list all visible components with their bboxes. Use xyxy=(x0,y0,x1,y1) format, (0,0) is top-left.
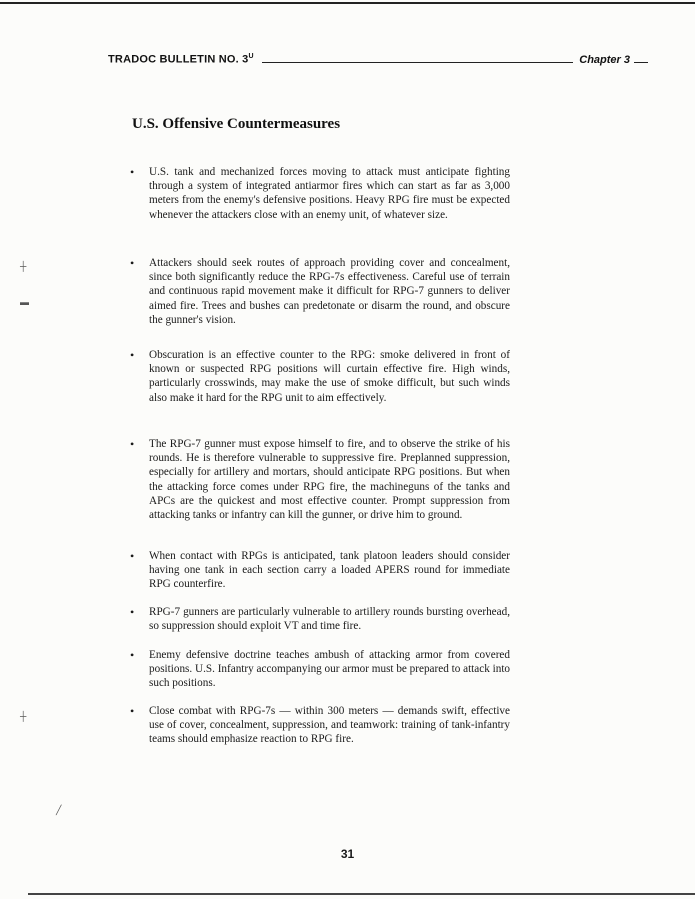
header-rule-tail xyxy=(634,62,648,63)
header-rule xyxy=(262,62,574,63)
bullet-text: RPG-7 gunners are particularly vulnerable to artillery rounds bursting overhead, so suppression should exploit VT and time fire. xyxy=(149,606,510,633)
bottom-rule xyxy=(28,893,695,895)
bulletin-title: TRADOC BULLETIN NO. $3^U$ xyxy=(108,53,254,66)
bullet-item xyxy=(130,256,510,327)
page-number: 31 xyxy=(340,847,355,861)
bullet-text: Attackers should seek routes of approach providing cover and concealment, since both significantly reduce the RPG-7s effectiveness. Careful use of terrain and continuous rapid movement make it difficult for RPG-7 gunners to deliver aimed fire. Trees and bushes can predetonate or disarm the round, and obscure the gunner's vision. xyxy=(149,257,510,326)
chapter-label: Chapter 3 xyxy=(579,54,630,66)
bullet-text: When contact with RPGs is anticipated, tank platoon leaders should consider having one tank in each section carry a loaded APERS round for immediate RPG counterfire. xyxy=(149,550,510,591)
bullet-dot: • xyxy=(130,348,135,362)
scan-mark: ┼ xyxy=(20,711,27,721)
bullet-dot: • xyxy=(130,605,135,619)
scan-mark: ┼ xyxy=(20,261,27,271)
bullet-item xyxy=(130,605,510,633)
scan-mark: ╱ xyxy=(56,805,62,815)
bullet-dot: • xyxy=(130,256,135,270)
bullet-text: U.S. tank and mechanized forces moving to attack must anticipate fighting through a system of integrated antiarmor fires which can start as far as 3,000 meters from the enemy's defensive positions. Heavy RPG fire must be expected whenever the attackers close with an enemy unit, of whatever size. xyxy=(149,166,510,221)
scan-mark: ▬ xyxy=(20,297,29,307)
bulletin-title-superscript: U xyxy=(248,53,254,61)
bullet-dot: • xyxy=(130,704,135,718)
bullet-item xyxy=(130,437,510,522)
running-header xyxy=(108,48,648,66)
bullet-item xyxy=(130,648,510,691)
bullet-item xyxy=(130,549,510,592)
bullet-dot: • xyxy=(130,549,135,563)
bullet-text: The RPG-7 gunner must expose himself to fire, and to observe the strike of his rounds. He is therefore vulnerable to suppressive fire. Preplanned suppression, especially for artillery and mortars, should anticipate RPG positions. But when the attacking force comes under RPG fire, the machineguns of the tanks and APCs are the quickest and most effective counter. Prompt suppression from attacking tanks or infantry can kill the gunner, or drive him to ground. xyxy=(149,438,510,522)
bullet-item xyxy=(130,348,510,405)
bullet-text: Obscuration is an effective counter to the RPG: smoke delivered in front of known or suspected RPG positions will curtain effective fire. High winds, particularly crosswinds, may make the use of smoke difficult, but such winds also make it hard for the RPG unit to aim effectively. xyxy=(149,349,510,404)
section-title: U.S. Offensive Countermeasures xyxy=(132,116,341,132)
bullet-text: Close combat with RPG-7s — within 300 meters — demands swift, effective use of cover, concealment, suppression, and teamwork: training of tank-infantry teams should emphasize reaction to RPG fire. xyxy=(149,705,510,746)
bullet-dot: • xyxy=(130,165,135,179)
bullet-item xyxy=(130,165,510,222)
bullet-dot: • xyxy=(130,648,135,662)
top-rule xyxy=(0,2,695,4)
bullet-text: Enemy defensive doctrine teaches ambush of attacking armor from covered positions. U.S. Infantry accompanying our armor must be prepared to attack into such positions. xyxy=(149,649,511,690)
bullet-item xyxy=(130,704,510,747)
bullet-dot: • xyxy=(130,437,135,451)
